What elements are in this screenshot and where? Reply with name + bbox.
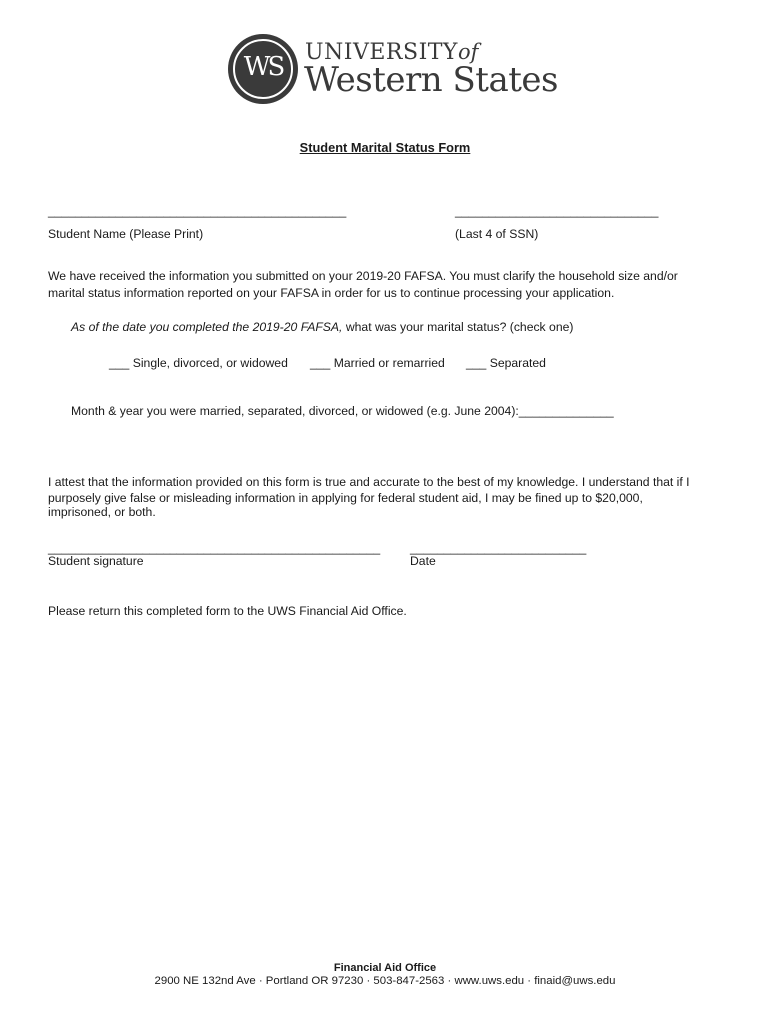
logo-of-text: of (457, 40, 479, 64)
logo-wordmark-western-states: Western States (304, 60, 558, 100)
question-rest-part: what was your marital status? (check one) (342, 320, 574, 334)
month-year-field[interactable]: Month & year you were married, separated, divorced, or widowed (e.g. June 2004):______________ (71, 404, 614, 418)
attestation-line-2: purposely give false or misleading information in applying for federal student aid, I may be fined up to $20,000, (48, 491, 643, 505)
student-name-field[interactable]: ____________________________________________ (48, 204, 347, 218)
ssn-label: (Last 4 of SSN) (455, 227, 539, 241)
intro-text-line-1: We have received the information you submitted on your 2019-20 FAFSA. You must clarify the household size and/or (48, 269, 678, 283)
date-field[interactable]: __________________________ (410, 541, 587, 555)
footer-contact-info: 2900 NE 132nd Ave · Portland OR 97230 · 503-847-2563 · www.uws.edu · finaid@uws.edu (154, 975, 616, 987)
form-title: Student Marital Status Form (299, 140, 471, 155)
university-logo-seal (228, 34, 298, 104)
logo-monogram: WS (243, 52, 283, 82)
question-italic-part: As of the date you completed the 2019-20 FAFSA, (71, 320, 343, 334)
intro-text-line-2: marital status information reported on your FAFSA in order for us to continue processing your application. (48, 286, 615, 300)
option-separated-checkbox[interactable]: ___ Separated (466, 356, 546, 370)
ssn-field[interactable]: ______________________________ (455, 204, 659, 218)
attestation-line-3: imprisoned, or both. (48, 505, 156, 519)
logo-university-text: UNIVERSITY (305, 40, 458, 65)
signature-label: Student signature (48, 554, 144, 568)
return-instructions: Please return this completed form to the UWS Financial Aid Office. (48, 604, 407, 618)
attestation-line-1: I attest that the information provided on this form is true and accurate to the best of my knowledge. I understand that if I (48, 475, 690, 489)
student-name-label: Student Name (Please Print) (48, 227, 204, 241)
date-label: Date (410, 554, 436, 568)
option-single-checkbox[interactable]: ___ Single, divorced, or widowed (109, 356, 288, 370)
signature-field[interactable]: _________________________________________________ (48, 541, 381, 555)
marital-status-question (71, 319, 573, 336)
option-married-checkbox[interactable]: ___ Married or remarried (310, 356, 445, 370)
footer-office-name: Financial Aid Office (333, 962, 437, 974)
